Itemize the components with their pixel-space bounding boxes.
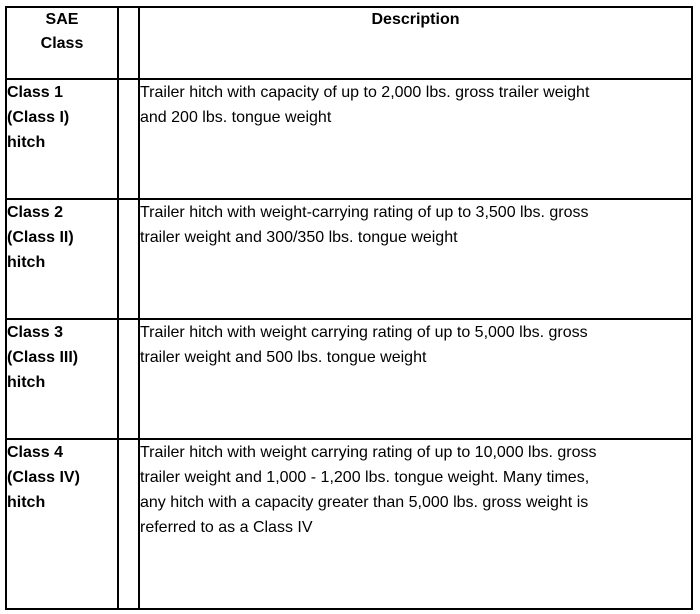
description-line: trailer weight and 1,000 - 1,200 lbs. tongue weight. Many times, xyxy=(140,469,590,486)
table-row xyxy=(6,439,692,609)
class-roman: (Class IV) xyxy=(7,469,80,486)
spacer-cell xyxy=(118,199,139,319)
table-row xyxy=(6,79,692,199)
sae-class-header-line1: SAE xyxy=(45,11,79,28)
description-line: Trailer hitch with capacity of up to 2,000 lbs. gross trailer weight xyxy=(140,84,590,101)
class-roman: (Class III) xyxy=(7,349,79,366)
class-cell xyxy=(6,319,118,439)
description-line: referred to as a Class IV xyxy=(140,519,313,536)
description-cell xyxy=(139,439,692,609)
class-cell xyxy=(6,79,118,199)
sae-class-table-container xyxy=(5,6,693,610)
description-cell xyxy=(139,79,692,199)
description-line: any hitch with a capacity greater than 5,000 lbs. gross weight is xyxy=(140,494,589,511)
class-suffix: hitch xyxy=(7,254,46,271)
class-cell xyxy=(6,439,118,609)
table-row xyxy=(6,199,692,319)
spacer-column-header xyxy=(118,7,139,79)
description-line: Trailer hitch with weight carrying rating of up to 10,000 lbs. gross xyxy=(140,444,597,461)
class-name: Class 2 xyxy=(7,204,64,221)
class-name: Class 4 xyxy=(7,444,64,461)
class-suffix: hitch xyxy=(7,134,46,151)
description-cell xyxy=(139,319,692,439)
spacer-cell xyxy=(118,79,139,199)
sae-class-header-line2: Class xyxy=(40,35,84,52)
description-line: Trailer hitch with weight carrying rating of up to 5,000 lbs. gross xyxy=(140,324,588,341)
table-header-row xyxy=(6,7,692,79)
sae-class-table xyxy=(5,6,693,610)
class-cell xyxy=(6,199,118,319)
description-line: Trailer hitch with weight-carrying rating of up to 3,500 lbs. gross xyxy=(140,204,589,221)
class-roman: (Class II) xyxy=(7,229,74,246)
description-line: and 200 lbs. tongue weight xyxy=(140,109,332,126)
spacer-cell xyxy=(118,319,139,439)
spacer-cell xyxy=(118,439,139,609)
table-row xyxy=(6,319,692,439)
class-suffix: hitch xyxy=(7,494,46,511)
description-header: Description xyxy=(139,7,692,79)
description-line: trailer weight and 300/350 lbs. tongue weight xyxy=(140,229,458,246)
class-roman: (Class I) xyxy=(7,109,70,126)
description-cell xyxy=(139,199,692,319)
class-name: Class 3 xyxy=(7,324,64,341)
class-suffix: hitch xyxy=(7,374,46,391)
sae-class-header xyxy=(6,7,118,79)
description-line: trailer weight and 500 lbs. tongue weight xyxy=(140,349,427,366)
class-name: Class 1 xyxy=(7,84,64,101)
